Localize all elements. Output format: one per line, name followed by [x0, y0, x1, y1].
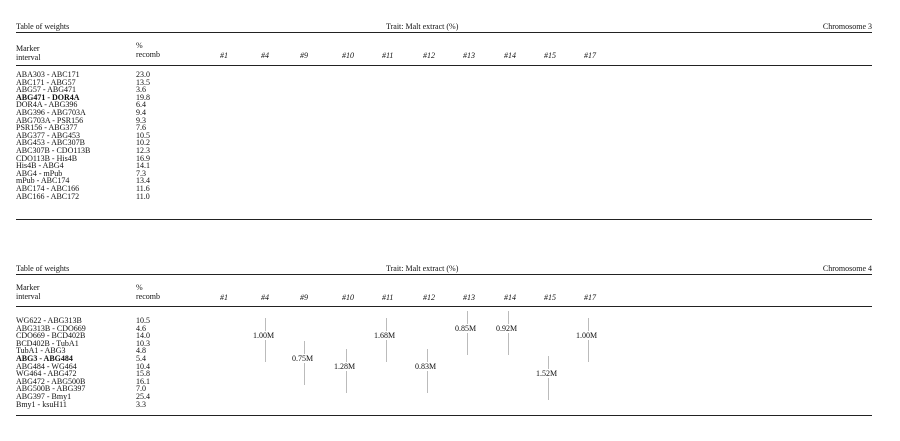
- recomb-value: 13.5: [136, 77, 150, 87]
- annotation-label: 1.52M: [536, 369, 558, 379]
- col-header-recomb: % recomb: [136, 41, 160, 59]
- divider: [16, 306, 872, 307]
- col-header-n1: #1: [220, 293, 228, 302]
- recomb-value: 7.0: [136, 384, 146, 394]
- col-header-marker: Marker interval: [16, 283, 41, 301]
- annotation-tick: [508, 311, 509, 355]
- annotation-label: 1.00M: [576, 331, 598, 341]
- marker-interval: ABG472 - ABG500B: [16, 376, 86, 386]
- recomb-value: 10.3: [136, 338, 150, 348]
- table-chromosome-4: [16, 262, 872, 409]
- recomb-value: 5.4: [136, 353, 146, 363]
- col-header-n4: #4: [261, 293, 269, 302]
- recomb-value: 19.8: [136, 92, 150, 102]
- marker-interval: CDO669 - BCD402B: [16, 331, 86, 341]
- marker-interval: ABG57 - ABG471: [16, 85, 77, 95]
- marker-interval: ABC166 - ABC172: [16, 191, 80, 201]
- recomb-value: 11.6: [136, 183, 150, 193]
- recomb-value: 9.3: [136, 115, 146, 125]
- marker-interval: TubA1 - ABG3: [16, 346, 66, 356]
- col-header-n12: #12: [423, 51, 435, 60]
- col-header-marker: Marker interval: [16, 44, 41, 62]
- trait-label: Trait: Malt extract (%): [386, 264, 459, 273]
- col-header-n12: #12: [423, 293, 435, 302]
- annotation-label: 0.85M: [455, 323, 477, 333]
- col-header-n17: #17: [584, 293, 596, 302]
- divider: [16, 219, 872, 220]
- col-header-n14: #14: [504, 51, 516, 60]
- marker-interval: ABG313B - CDO669: [16, 323, 86, 333]
- recomb-value: 4.6: [136, 323, 146, 333]
- table-header: [16, 20, 872, 32]
- marker-interval: ABG471 - DOR4A: [16, 92, 80, 102]
- recomb-value: 10.4: [136, 361, 150, 371]
- col-header-n14: #14: [504, 293, 516, 302]
- table-chromosome-3: [16, 20, 872, 201]
- marker-interval: ABG3 - ABG484: [16, 353, 73, 363]
- marker-interval: His4B - ABG4: [16, 161, 64, 171]
- recomb-value: 12.3: [136, 145, 150, 155]
- recomb-value: 7.3: [136, 168, 146, 178]
- marker-interval: ABG703A - PSR156: [16, 115, 84, 125]
- recomb-value: 13.4: [136, 176, 150, 186]
- annotation-tick: [304, 341, 305, 385]
- recomb-value: 14.0: [136, 331, 150, 341]
- annotation-tick: [588, 318, 589, 362]
- marker-interval: ABA303 - ABC171: [16, 70, 80, 79]
- col-header-n9: #9: [300, 51, 308, 60]
- marker-interval: ABC174 - ABC166: [16, 183, 80, 193]
- annotation-tick: [346, 349, 347, 393]
- col-header-n1: #1: [220, 51, 228, 60]
- col-header-n11: #11: [382, 293, 394, 302]
- chromosome-label: Chromosome 4: [822, 264, 872, 273]
- recomb-value: 3.3: [136, 399, 146, 409]
- annotation-label: 0.75M: [292, 354, 314, 363]
- marker-interval: DOR4A - ABG396: [16, 100, 78, 110]
- recomb-value: 15.8: [136, 369, 150, 379]
- trait-label: Trait: Malt extract (%): [386, 22, 459, 31]
- recomb-value: 4.8: [136, 346, 146, 356]
- marker-interval: ABG500B - ABG397: [16, 384, 86, 394]
- annotation-label: 1.00M: [253, 331, 275, 341]
- marker-interval: ABG377 - ABG453: [16, 130, 81, 140]
- annotation-label: 0.92M: [496, 323, 518, 333]
- annotation-tick: [548, 356, 549, 400]
- recomb-value: 7.6: [136, 123, 146, 133]
- marker-interval: Bmy1 - ksuH11: [16, 399, 67, 409]
- recomb-value: 11.0: [136, 191, 150, 201]
- recomb-value: 14.1: [136, 161, 150, 171]
- recomb-value: 9.4: [136, 107, 146, 117]
- recomb-value: 25.4: [136, 391, 150, 401]
- table-title: Table of weights: [16, 22, 70, 31]
- recomb-value: 10.5: [136, 316, 150, 325]
- annotation-label: 1.68M: [374, 331, 396, 341]
- divider: [16, 274, 872, 275]
- marker-interval: ABG397 - Bmy1: [16, 391, 72, 401]
- annotation-tick: [427, 349, 428, 393]
- marker-interval: CDO113B - His4B: [16, 153, 78, 163]
- divider: [16, 65, 872, 66]
- col-header-recomb: % recomb: [136, 283, 160, 301]
- recomb-value: 3.6: [136, 85, 146, 95]
- marker-interval: PSR156 - ABG377: [16, 123, 78, 133]
- col-header-n15: #15: [544, 293, 556, 302]
- col-header-n13: #13: [463, 51, 475, 60]
- col-header-n10: #10: [342, 293, 354, 302]
- annotation-tick: [386, 318, 387, 362]
- recomb-value: 16.9: [136, 153, 150, 163]
- marker-interval: ABC171 - ABG57: [16, 77, 76, 87]
- divider: [16, 32, 872, 33]
- annotation-tick: [265, 318, 266, 362]
- marker-interval: ABG4 - mPub: [16, 168, 63, 178]
- chromosome-label: Chromosome 3: [822, 22, 872, 31]
- marker-interval: WG622 - ABG313B: [16, 316, 82, 325]
- table-title: Table of weights: [16, 264, 70, 273]
- col-header-n4: #4: [261, 51, 269, 60]
- marker-interval: ABG396 - ABG703A: [16, 107, 86, 117]
- marker-interval: WG464 - ABG472: [16, 369, 77, 379]
- col-header-n13: #13: [463, 293, 475, 302]
- recomb-value: 16.1: [136, 376, 150, 386]
- table-header: [16, 262, 872, 274]
- annotation-label: 1.28M: [334, 361, 356, 371]
- marker-interval: BCD402B - TubA1: [16, 338, 79, 348]
- col-header-n9: #9: [300, 293, 308, 302]
- recomb-value: 10.2: [136, 138, 150, 148]
- col-header-n17: #17: [584, 51, 596, 60]
- marker-interval: ABC307B - CDO113B: [16, 145, 91, 155]
- col-header-n15: #15: [544, 51, 556, 60]
- annotation-label: 0.83M: [415, 361, 437, 371]
- recomb-value: 6.4: [136, 100, 146, 110]
- marker-interval: mPub - ABC174: [16, 176, 70, 186]
- col-header-n11: #11: [382, 51, 394, 60]
- recomb-value: 10.5: [136, 130, 150, 140]
- col-header-n10: #10: [342, 51, 354, 60]
- recomb-value: 23.0: [136, 70, 150, 79]
- marker-interval: ABG484 - WG464: [16, 361, 77, 371]
- marker-interval: ABG453 - ABC307B: [16, 138, 85, 148]
- divider: [16, 415, 872, 416]
- annotation-tick: [467, 311, 468, 355]
